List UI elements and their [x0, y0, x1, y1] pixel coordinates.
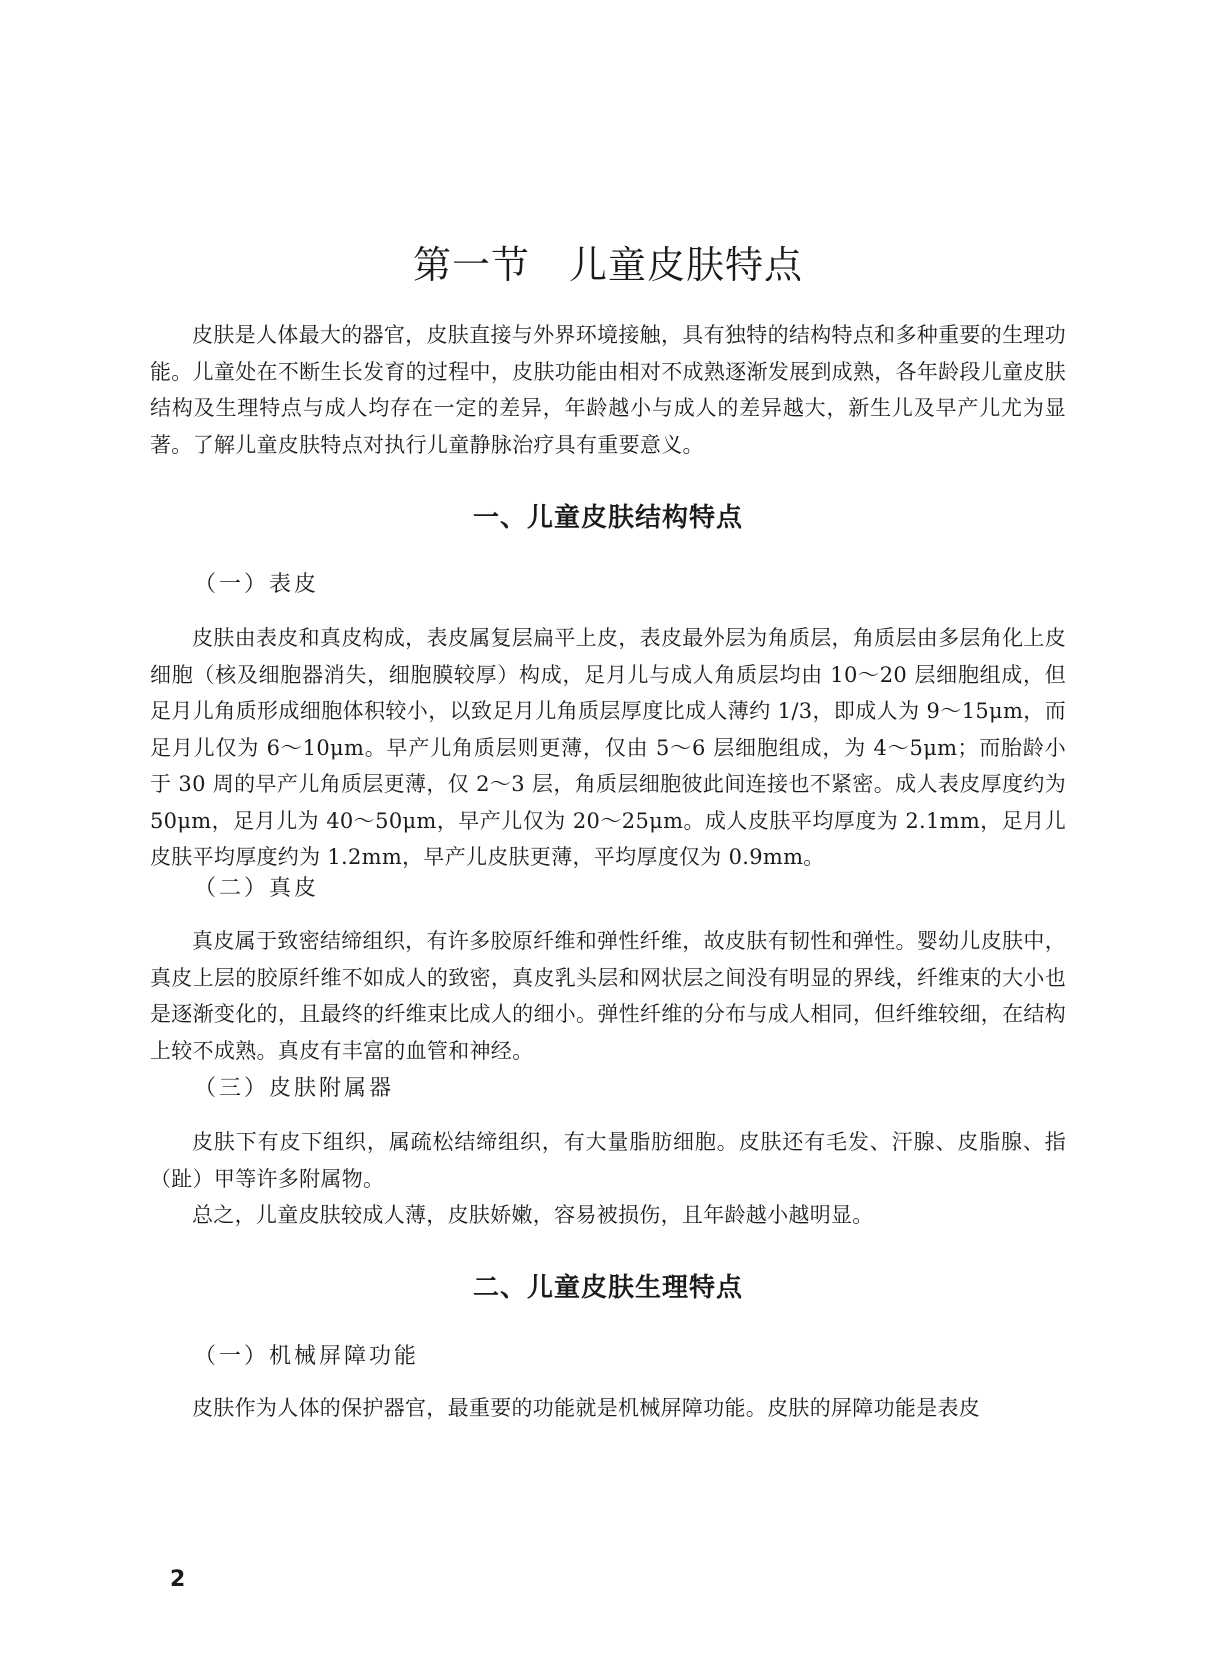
subsection-heading-appendages: （三）皮肤附属器 [194, 1076, 395, 1101]
barrier-paragraph: 皮肤作为人体的保护器官，最重要的功能就是机械屏障功能。皮肤的屏障功能是表皮 [192, 1396, 981, 1420]
chapter-title: 第一节 儿童皮肤特点 [412, 243, 803, 287]
intro-paragraph: 皮肤是人体最大的器官，皮肤直接与外界环境接触，具有独特的结构特点和多种重要的生理功能。儿童处在不断生长发育的过程中，皮肤功能由相对不成熟逐渐发展到成熟，各年龄段儿童皮肤结构及生理特点与成人均存在一定的差异，年龄越小与成人的差异越大，新生儿及早产儿尤为显著。了解儿童皮肤特点对执行儿童静脉治疗具有重要意义。 [150, 323, 1066, 457]
epidermis-paragraph: 皮肤由表皮和真皮构成，表皮属复层扁平上皮，表皮最外层为角质层，角质层由多层角化上皮细胞（核及细胞器消失，细胞膜较厚）构成，足月儿与成人角质层均由 10～20 层细胞组成，但足月儿角质形成细胞体积较小，以致足月儿角质层厚度比成人薄约 1/3，即成人为 9～15μm，而足月儿仅为 6～10μm。早产儿角质层则更薄，仅由 5～6 层细胞组成，为 4～5μm；而胎龄小于 30 周的早产儿角质层更薄，仅 2～3 层，角质层细胞彼此间连接也不紧密。成人表皮厚度约为 50μm，足月儿为 40～50μm，早产儿仅为 20～25μm。成人皮肤平均厚度为 2.1mm，足月儿皮肤平均厚度约为 1.2mm，早产儿皮肤更薄，平均厚度仅为 0.9mm。 [150, 626, 1066, 869]
dermis-block [150, 923, 1066, 1069]
subsection-heading-dermis: （二）真皮 [194, 876, 320, 901]
section-heading-physiology: 二、儿童皮肤生理特点 [472, 1273, 743, 1303]
section-heading-structure: 一、儿童皮肤结构特点 [472, 503, 743, 533]
epidermis-block [150, 620, 1066, 876]
appendages-block [150, 1124, 1066, 1234]
intro-block [150, 317, 1066, 463]
subsection-heading-epidermis: （一）表皮 [194, 572, 320, 597]
appendages-paragraph: 皮肤下有皮下组织，属疏松结缔组织，有大量脂肪细胞。皮肤还有毛发、汗腺、皮脂腺、指（趾）甲等许多附属物。 [150, 1130, 1066, 1191]
page-number: 2 [170, 1567, 186, 1592]
dermis-paragraph: 真皮属于致密结缔组织，有许多胶原纤维和弹性纤维，故皮肤有韧性和弹性。婴幼儿皮肤中，真皮上层的胶原纤维不如成人的致密，真皮乳头层和网状层之间没有明显的界线，纤维束的大小也是逐渐变化的，且最终的纤维束比成人的细小。弹性纤维的分布与成人相同，但纤维较细，在结构上较不成熟。真皮有丰富的血管和神经。 [150, 929, 1066, 1063]
summary-paragraph: 总之，儿童皮肤较成人薄，皮肤娇嫩，容易被损伤，且年龄越小越明显。 [192, 1203, 874, 1227]
barrier-block [150, 1390, 1066, 1427]
subsection-heading-barrier: （一）机械屏障功能 [194, 1344, 420, 1369]
